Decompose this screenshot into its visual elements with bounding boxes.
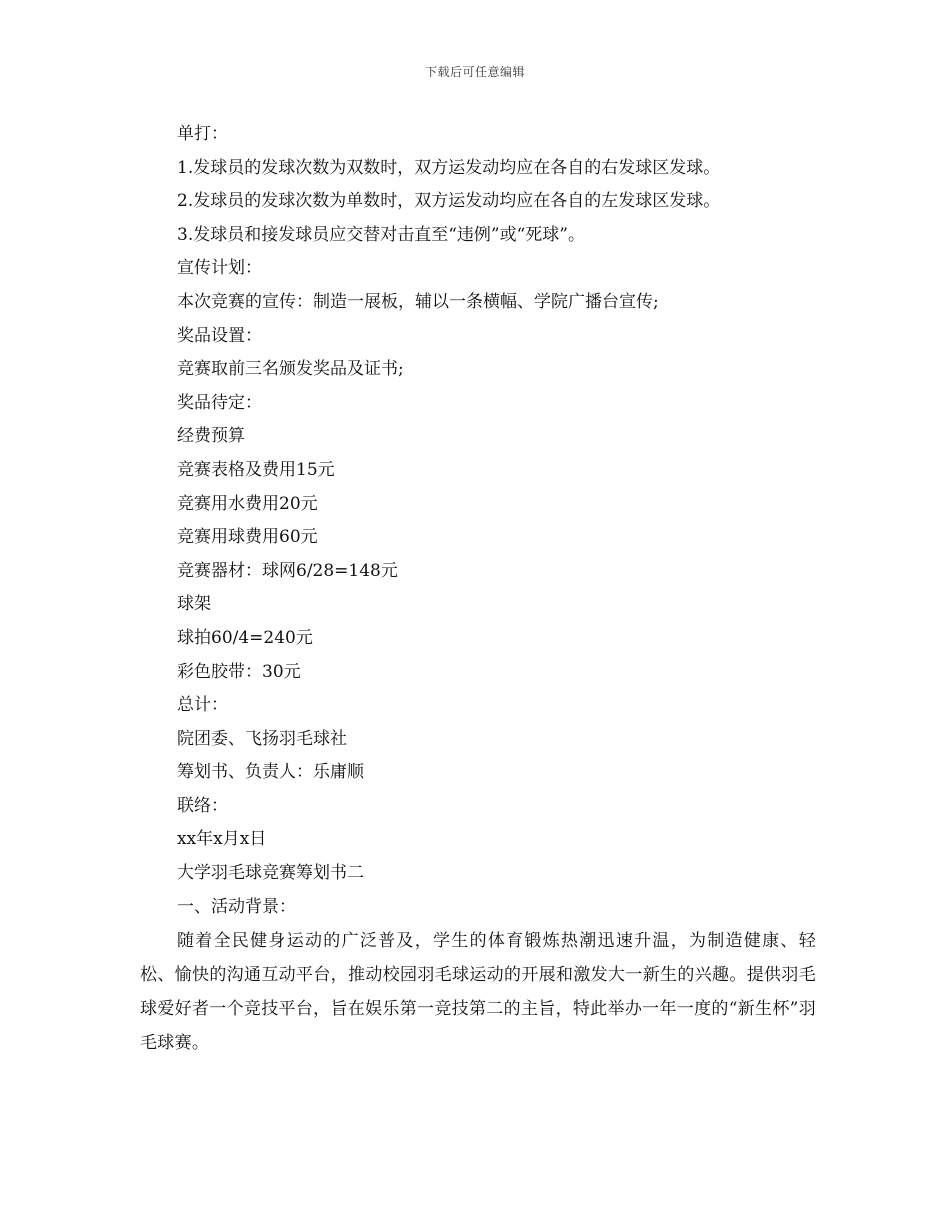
- text-line: 本次竞赛的宣传：制造一展板，辅以一条横幅、学院广播台宣传;: [177, 291, 659, 312]
- text-line: 单打：: [177, 124, 228, 144]
- section-heading: 一、活动背景：: [177, 896, 296, 917]
- document-body: [140, 118, 816, 1077]
- text-line: 联络：: [177, 795, 228, 816]
- text-line: 奖品设置：: [177, 325, 262, 346]
- text-line: 竞赛表格及费用15元: [177, 459, 335, 480]
- text-line: 球拍60/4=240元: [177, 627, 313, 648]
- text-line: 宣传计划：: [177, 258, 262, 279]
- text-line: 筹划书、负责人：乐庸顺: [177, 762, 364, 783]
- text-line: xx年x月x日: [177, 829, 267, 850]
- text-line: 院团委、飞扬羽毛球社: [177, 728, 347, 749]
- text-line: 奖品待定：: [177, 392, 262, 413]
- text-line: 3.发球员和接发球员应交替对击直至“违例”或“死球”。: [177, 224, 585, 245]
- text-line: 彩色胶带：30元: [177, 661, 301, 682]
- text-line: 球架: [177, 594, 211, 615]
- text-line: 竞赛取前三名颁发奖品及证书;: [177, 359, 404, 380]
- text-line: 竞赛用球费用60元: [177, 527, 318, 548]
- background-paragraph: 随着全民健身运动的广泛普及，学生的体育锻炼热潮迅速升温，为制造健康、轻松、愉快的沟通互动平台，推动校园羽毛球运动的开展和激发大一新生的兴趣。提供羽毛球爱好者一个竞技平台，旨在娱乐第一竞技第二的主旨，特此举办一年一度的“新生杯”羽毛球赛。: [140, 931, 816, 1054]
- section-title: 大学羽毛球竞赛筹划书二: [177, 863, 364, 884]
- text-line: 竞赛器材：球网6/28=148元: [177, 560, 398, 581]
- text-line: 竞赛用水费用20元: [177, 493, 318, 514]
- text-line: 2.发球员的发球次数为单数时，双方运发动均应在各自的左发球区发球。: [177, 191, 721, 212]
- text-line: 经费预算: [177, 426, 245, 447]
- page-header-note: 下载后可任意编辑: [424, 65, 525, 79]
- text-line: 总计：: [177, 695, 228, 716]
- text-line: 1.发球员的发球次数为双数时，双方运发动均应在各自的右发球区发球。: [177, 157, 721, 178]
